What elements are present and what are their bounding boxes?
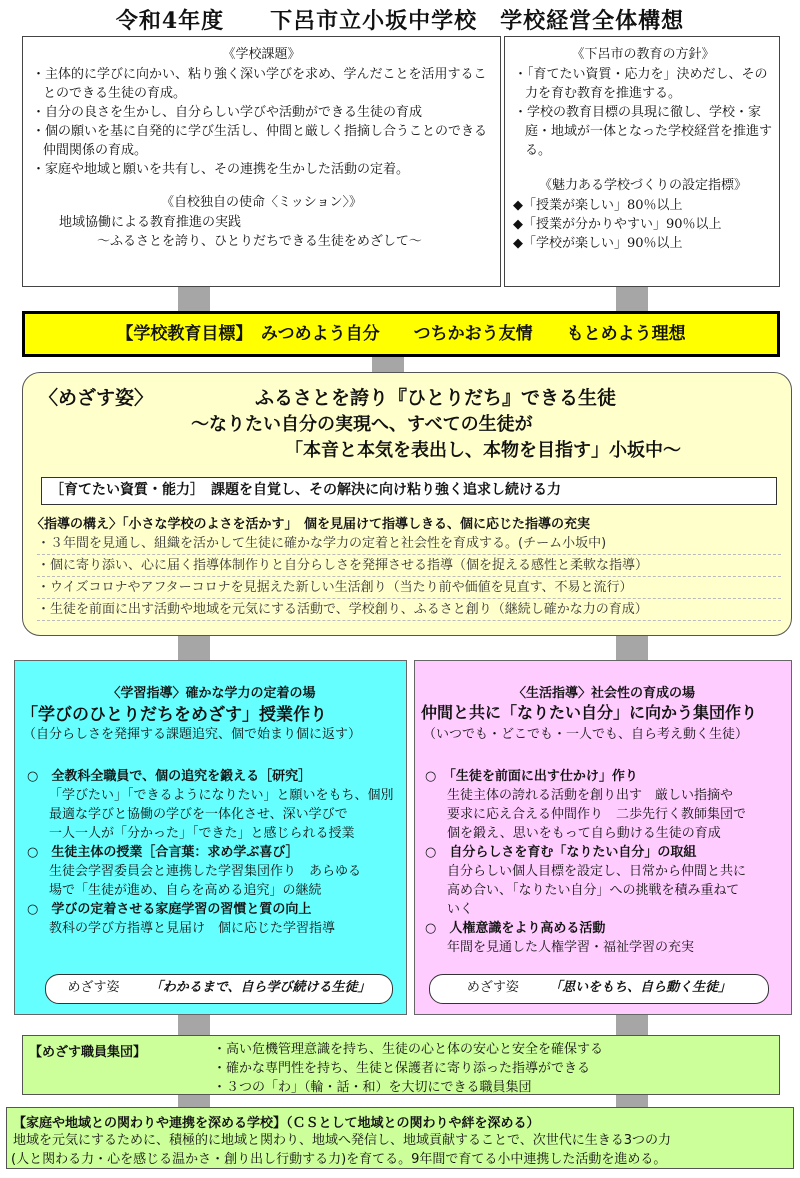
connector <box>178 1015 210 1035</box>
learning-section-line: 一人一人が「分かった」「できた」と感じられる授業 <box>49 826 355 841</box>
mission-line: 地域協働による教育推進の実践 <box>59 215 242 230</box>
stance-point: ・個に寄り添い、心に届く指導体制作りと自分らしさを発揮させる指導（個を捉える感性と柔軟な指導） <box>37 555 781 577</box>
life-section-head: ○ 自分らしさを育む「なりたい自分」の取組 <box>425 845 697 860</box>
community-text: 地域を元気にするために、積極的に地域と関わり、地域へ発信し、地域貢献することで、次世代に生きる3つの力 <box>13 1133 672 1148</box>
life-section-line: いく <box>447 902 474 917</box>
mission-heading: 《自校独自の使命〈ミッション〉》 <box>161 195 362 210</box>
life-section-line: 年間を見通した人権学習・福祉学習の充実 <box>447 940 695 955</box>
connector <box>372 355 404 373</box>
life-section-line: 個を鍛え、思いをもって自ら動ける生徒の育成 <box>447 826 721 841</box>
learning-section-head: ○ 全教科全職員で、個の追究を鍛える［研究］ <box>27 769 312 784</box>
vision-panel <box>22 372 792 636</box>
connector <box>616 636 648 660</box>
life-guidance-panel <box>414 660 792 1015</box>
staff-items <box>213 1040 603 1097</box>
learning-title: 「学びのひとりだちをめざす」授業作り <box>21 705 327 725</box>
issue-item: ・自分の良さを生かし、自分らしい学びや活動ができる生徒の育成 <box>32 105 423 120</box>
learning-sections <box>27 767 402 938</box>
stance-point: ・生徒を前面に出す活動や地域を元気にする活動で、学校創り、ふるさと創り（継続し確かな力の育成） <box>37 599 781 621</box>
learning-section-line: 生徒会学習委員会と連携した学習集団作り あらゆる <box>49 864 362 879</box>
learning-section-head: ○ 生徒主体の授業［合言葉：求め学ぶ喜び］ <box>27 845 299 860</box>
indicator-item: ◆「学校が楽しい」90％以上 <box>513 236 683 251</box>
connector <box>178 1095 210 1107</box>
motto-label: めざす姿 <box>466 980 519 995</box>
life-motto: 「思いをもち、自ら動く生徒」 <box>549 980 732 995</box>
life-sections <box>425 767 785 957</box>
community-panel <box>6 1107 794 1169</box>
life-section-line: 要求に応え合える仲間作り 二歩先行く教師集団で <box>447 807 747 822</box>
connector <box>178 636 210 660</box>
motto-label: めざす姿 <box>67 980 120 995</box>
mission-subline: ～ふるさとを誇り、ひとりだちできる生徒をめざして～ <box>97 234 422 249</box>
indicator-item: ◆「授業が分かりやすい」90％以上 <box>513 217 722 232</box>
life-section-line: 高め合い、「なりたい自分」への挑戦を積み重ねて <box>447 883 740 898</box>
life-motto-pill <box>429 974 769 1004</box>
policy-item: ・「育てたい資質・応力を」決めだし、その力を育む教育を推進する。 <box>514 67 768 101</box>
school-issues-panel <box>22 36 501 287</box>
learning-section-head: ○ 学びの定着させる家庭学習の習慣と質の向上 <box>27 902 312 917</box>
learning-section-line: 教科の学び方指導と見届け 個に応じた学習指導 <box>49 921 336 936</box>
connector <box>616 287 648 311</box>
stance-point: ・３年間を見通し、組織を活かして生徒に確かな学力の定着と社会性を育成する。(チーム小坂中) <box>37 533 781 555</box>
stance-points <box>37 533 781 621</box>
school-issues-heading: 《学校課題》 <box>222 47 301 62</box>
life-subtitle: （いつでも・どこでも・一人でも、自ら考え動く生徒） <box>423 727 749 742</box>
life-section-line: 生徒主体の誇れる活動を創り出す 厳しい指摘や <box>447 788 734 803</box>
community-label: 【家庭や地域との関わりや連携を深める学校】（ＣＳとして地域との関わりや絆を深める） <box>13 1116 540 1131</box>
learning-guidance-panel <box>14 660 407 1015</box>
connector <box>616 1015 648 1035</box>
staff-panel <box>22 1035 780 1095</box>
learning-header: 〈学習指導〉確かな学力の定着の場 <box>107 686 316 701</box>
life-header: 〈生活指導〉社会性の育成の場 <box>512 686 695 701</box>
city-policy-panel <box>504 36 780 287</box>
issue-item: ・主体的に学びに向かい、粘り強く深い学びを求め、学んだことを活用することのできる生徒の育成。 <box>32 67 487 101</box>
connector <box>616 1095 648 1107</box>
quality-box: ［育てたい資質・能力］ 課題を自覚し、その解決に向け粘り強く追求し続ける力 <box>41 477 777 505</box>
learning-section-line: 場で「生徒が進め、自らを高める追究」の継続 <box>49 883 322 898</box>
life-title: 仲間と共に「なりたい自分」に向かう集団作り <box>421 703 758 722</box>
indicator-item: ◆「授業が楽しい」80％以上 <box>513 198 683 213</box>
page-title: 令和4年度 下呂市立小坂中学校 学校経営全体構想 <box>115 8 685 34</box>
staff-label: 【めざす職員集団】 <box>29 1045 147 1060</box>
vision-label: 〈めざす姿〉 <box>39 387 154 409</box>
vision-subline: 「本音と本気を表出し、本物を目指す」小坂中～ <box>285 440 681 461</box>
policy-item: ・学校の教育目標の具現に徹し、学校・家庭・地域が一体となった学校経営を推進する。 <box>514 105 773 158</box>
issue-item: ・家庭や地域と願いを共有し、その連携を生かした活動の定着。 <box>32 162 410 177</box>
life-section-head: ○ 「生徒を前面に出す仕かけ」作り <box>425 769 638 784</box>
learning-section-line: 最適な学びと協働の学びを一体化させ、深い学びで <box>49 807 348 822</box>
staff-item: ・高い危機管理意識を持ち、生徒の心と体の安心と安全を確保する <box>213 1042 604 1057</box>
issue-item: ・個の願いを基に自発的に学び生活し、仲間と厳しく指摘し合うことのできる仲間関係の育成。 <box>32 124 488 158</box>
learning-motto-pill <box>45 974 393 1004</box>
city-policy-heading: 《下呂市の教育の方針》 <box>571 47 715 62</box>
learning-section-line: 「学びたい」「できるようになりたい」と願いをもち、個別 <box>49 788 394 803</box>
school-goal-banner <box>22 311 780 357</box>
learning-motto: 「わかるまで、自ら学び続ける生徒」 <box>149 980 371 995</box>
life-section-head: ○ 人権意識をより高める活動 <box>425 921 606 936</box>
learning-subtitle: （自分らしさを発揮する課題追究、個で始まり個に返す） <box>23 727 362 742</box>
staff-item: ・３つの「わ」（輪・話・和）を大切にできる職員集団 <box>213 1080 532 1095</box>
vision-subline: ～なりたい自分の実現へ、すべての生徒が <box>191 414 533 435</box>
teaching-stance: 〈指導の構え〉「小さな学校のよさを活かす」 個を見届けて指導しきる、個に応じた指導の充実 <box>31 517 591 532</box>
vision-main: ふるさとを誇り『ひとりだち』できる生徒 <box>255 387 617 409</box>
indicator-heading: 《魅力ある学校づくりの設定指標》 <box>538 178 747 193</box>
life-section-line: 自分らしい個人目標を設定し、日常から仲間と共に <box>447 864 747 879</box>
connector <box>178 287 210 311</box>
staff-item: ・確かな専門性を持ち、生徒と保護者に寄り添った指導ができる <box>213 1061 591 1076</box>
community-text: (人と関わる力・心を感じる温かさ・創り出し行動する力)を育てる。9年間で育てる小中連携した活動を進める。 <box>11 1152 667 1167</box>
stance-point: ・ウイズコロナやアフターコロナを見据えた新しい生活創り（当たり前や価値を見直す、不易と流行） <box>37 577 781 599</box>
school-goal-text: 【学校教育目標】 みつめよう自分 つちかおう友情 もとめよう理想 <box>116 324 686 344</box>
